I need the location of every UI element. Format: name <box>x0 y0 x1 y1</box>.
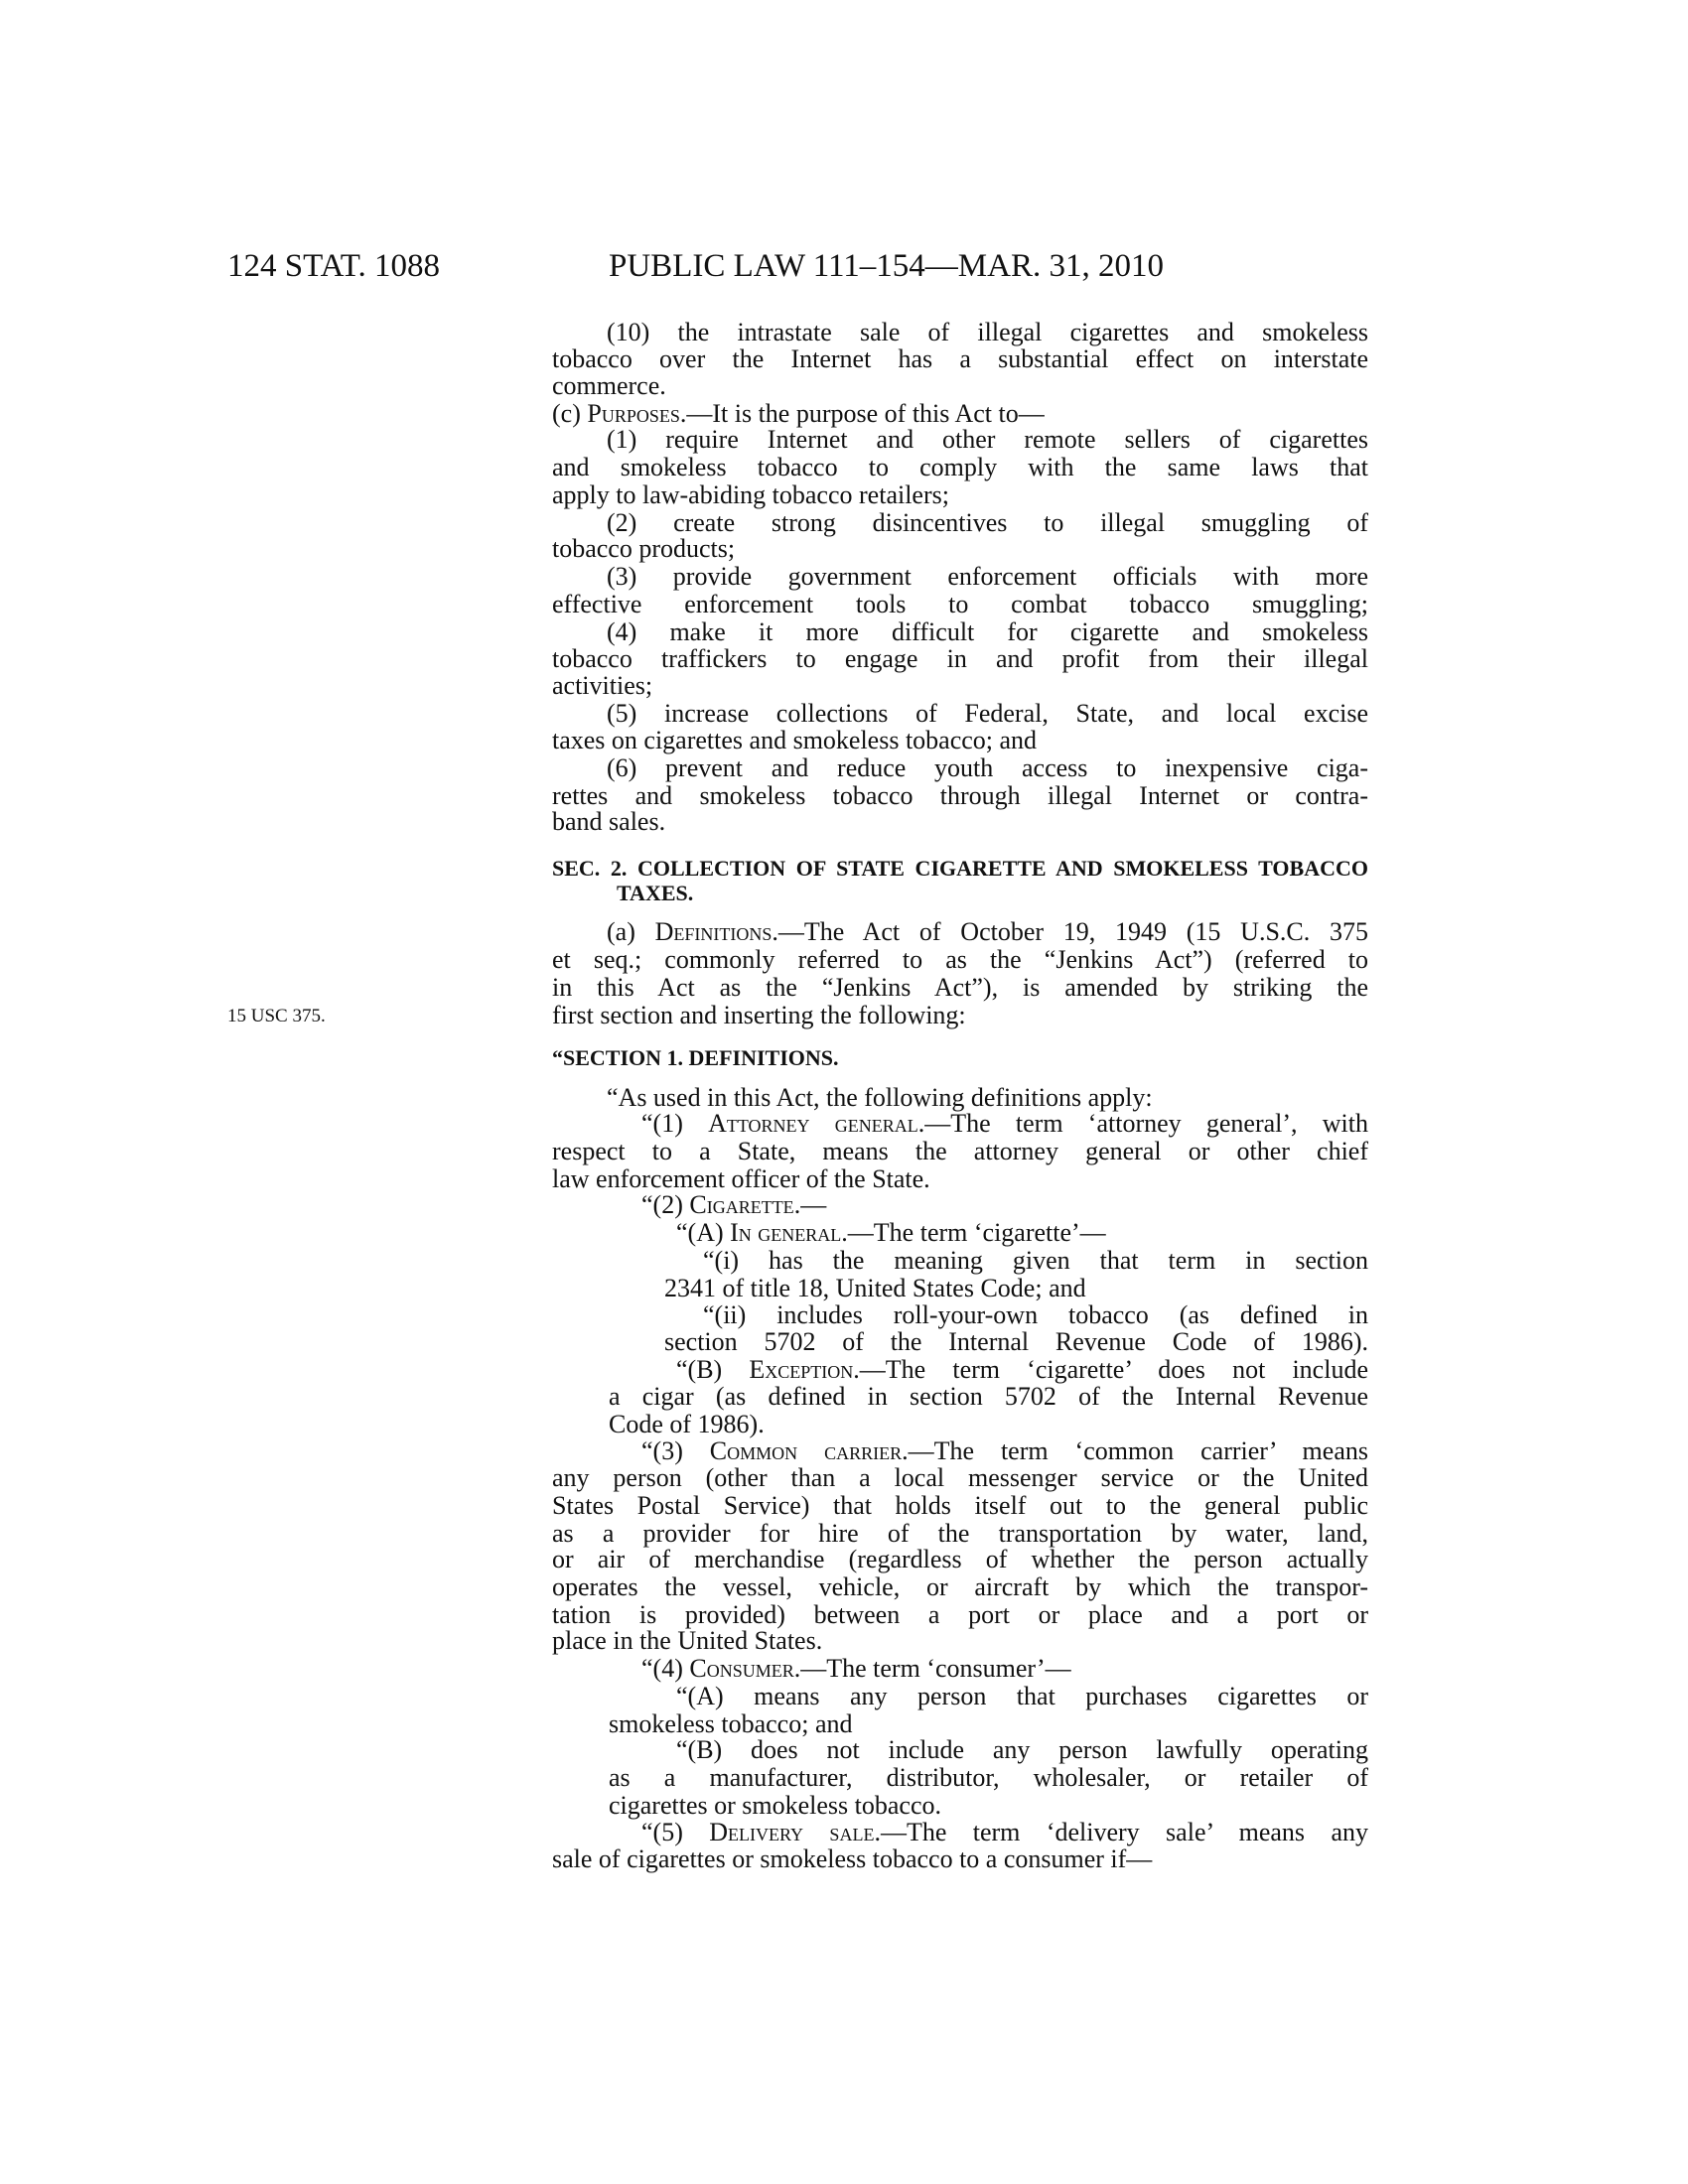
text-segment: (4) make it more difficult for cigarette and smokeless <box>607 617 1368 646</box>
text-segment: operates the vessel, vehicle, or aircraft by which the transpor- <box>552 1572 1368 1601</box>
text-line <box>609 1710 1368 1738</box>
text-segment: tobacco products; <box>552 534 736 563</box>
term-heading: Cigarette <box>689 1190 794 1219</box>
text-line <box>552 1627 1368 1655</box>
text-line <box>607 618 1368 646</box>
text-segment: tobacco over the Internet has a substantial effect on interstate <box>552 344 1368 373</box>
text-line <box>552 1573 1368 1601</box>
text-line <box>552 1165 1368 1193</box>
text-segment: “(i) has the meaning given that term in section <box>703 1246 1368 1275</box>
text-segment: and smokeless tobacco to comply with the same laws that <box>552 453 1368 481</box>
text-line <box>609 1792 1368 1820</box>
text-segment: place in the United States. <box>552 1626 823 1655</box>
text-segment: (3) provide government enforcement officials with more <box>607 562 1368 591</box>
text-line <box>607 754 1368 782</box>
text-segment: .— <box>793 1190 827 1219</box>
margin-note: 15 USC 375. <box>227 1006 326 1026</box>
text-line <box>607 700 1368 728</box>
text-segment: .—The term ‘cigarette’ does not include <box>853 1355 1368 1384</box>
text-line <box>552 481 1368 509</box>
text-line <box>552 1845 1368 1873</box>
text-segment: .—The term ‘delivery sale’ means any <box>874 1818 1368 1846</box>
text-line <box>552 782 1368 810</box>
text-segment: “(B) <box>676 1355 750 1384</box>
text-line <box>676 1356 1368 1384</box>
text-segment: .—The Act of October 19, 1949 (15 U.S.C. 375 <box>772 917 1368 946</box>
text-line <box>641 1819 1368 1846</box>
text-line <box>609 1383 1368 1411</box>
text-segment: “(5) <box>641 1818 710 1846</box>
text-segment: SEC. 2. COLLECTION OF STATE CIGARETTE AND SMOKELESS TOBACCO <box>552 856 1368 881</box>
text-line <box>552 645 1368 673</box>
text-segment: tobacco traffickers to engage in and profit from their illegal <box>552 644 1368 673</box>
text-segment: law enforcement officer of the State. <box>552 1164 930 1193</box>
text-line <box>552 727 1368 754</box>
text-line <box>641 1191 1368 1219</box>
text-segment: et seq.; commonly referred to as the “Jenkins Act”) (referred to <box>552 945 1368 974</box>
text-line <box>607 1084 1368 1112</box>
text-line <box>607 509 1368 537</box>
page-stat-citation: 124 STAT. 1088 <box>227 248 441 284</box>
text-segment: States Postal Service) that holds itself out to the general public <box>552 1491 1368 1520</box>
text-line <box>607 563 1368 591</box>
text-segment: apply to law-abiding tobacco retailers; <box>552 480 949 509</box>
text-line <box>552 1464 1368 1492</box>
text-line <box>552 535 1368 563</box>
text-segment: tation is provided) between a port or place and a port or <box>552 1600 1368 1629</box>
text-segment: (1) require Internet and other remote sellers of cigarettes <box>607 425 1368 454</box>
term-heading: Exception <box>749 1355 854 1384</box>
text-segment: or air of merchandise (regardless of whether the person actually <box>552 1545 1368 1573</box>
text-segment: Code of 1986). <box>609 1410 765 1438</box>
text-line <box>676 1683 1368 1710</box>
text-segment: respect to a State, means the attorney general or other chief <box>552 1137 1368 1165</box>
text-segment: “(1) <box>641 1109 709 1138</box>
text-line <box>552 400 1368 428</box>
text-line <box>552 1601 1368 1629</box>
text-line <box>552 1492 1368 1520</box>
text-segment: “SECTION 1. DEFINITIONS. <box>552 1045 839 1070</box>
term-heading: Common carrier <box>709 1436 903 1465</box>
text-segment: section 5702 of the Internal Revenue Code of 1986). <box>664 1327 1368 1356</box>
text-segment: as a manufacturer, distributor, wholesaler, or retailer of <box>609 1763 1368 1792</box>
text-segment: cigarettes or smokeless tobacco. <box>609 1791 941 1820</box>
text-segment: “(A) <box>676 1218 731 1247</box>
text-segment: smokeless tobacco; and <box>609 1709 853 1738</box>
text-line <box>609 1764 1368 1792</box>
text-segment: .—The term ‘common carrier’ means <box>902 1436 1368 1465</box>
text-segment: “As used in this Act, the following definitions apply: <box>607 1083 1153 1112</box>
text-segment: sale of cigarettes or smokeless tobacco to a consumer if— <box>552 1844 1153 1873</box>
text-segment: “(2) <box>641 1190 690 1219</box>
text-segment: effective enforcement tools to combat tobacco smuggling; <box>552 590 1368 618</box>
text-segment: activities; <box>552 671 653 700</box>
text-segment: .—The term ‘consumer’— <box>793 1654 1071 1683</box>
text-line <box>552 1520 1368 1548</box>
text-segment: commerce. <box>552 371 666 400</box>
text-segment: band sales. <box>552 807 666 836</box>
text-segment: (a) <box>607 917 655 946</box>
term-heading: Consumer <box>689 1654 794 1683</box>
text-segment: “(B) does not include any person lawfully operating <box>676 1735 1368 1764</box>
text-line <box>607 426 1368 454</box>
text-segment: (6) prevent and reduce youth access to inexpensive ciga- <box>607 753 1368 782</box>
text-segment: .—The term ‘attorney general’, with <box>917 1109 1368 1138</box>
text-line <box>552 591 1368 618</box>
text-segment: taxes on cigarettes and smokeless tobacco; and <box>552 726 1038 754</box>
text-line <box>552 1546 1368 1573</box>
section-heading-line <box>617 880 1368 907</box>
text-segment: “(A) means any person that purchases cigarettes or <box>676 1682 1368 1710</box>
text-segment: (2) create strong disincentives to illegal smuggling of <box>607 508 1368 537</box>
text-segment: .—The term ‘cigarette’— <box>841 1218 1106 1247</box>
text-line <box>552 1002 1368 1029</box>
text-line <box>641 1437 1368 1465</box>
text-line <box>552 974 1368 1002</box>
section-heading-line <box>552 855 1368 883</box>
term-heading: Purposes <box>587 399 680 428</box>
text-line <box>552 372 1368 400</box>
text-line <box>703 1247 1368 1275</box>
text-line <box>552 454 1368 481</box>
text-line <box>607 319 1368 346</box>
text-segment: “(3) <box>641 1436 710 1465</box>
text-line <box>641 1110 1368 1138</box>
text-line <box>676 1736 1368 1764</box>
text-segment: in this Act as the “Jenkins Act”), is amended by striking the <box>552 973 1368 1002</box>
text-segment: (c) <box>552 399 588 428</box>
text-line <box>552 345 1368 373</box>
text-line <box>607 918 1368 946</box>
text-segment: any person (other than a local messenger service or the United <box>552 1463 1368 1492</box>
text-segment: as a provider for hire of the transportation by water, land, <box>552 1519 1368 1548</box>
term-heading: In general <box>730 1218 842 1247</box>
text-segment: (5) increase collections of Federal, State, and local excise <box>607 699 1368 728</box>
text-segment: “(ii) includes roll-your-own tobacco (as defined in <box>703 1300 1368 1329</box>
section-heading-line <box>552 1044 1368 1072</box>
text-segment: rettes and smokeless tobacco through illegal Internet or contra- <box>552 781 1368 810</box>
text-segment: “(4) <box>641 1654 690 1683</box>
running-header-title: PUBLIC LAW 111–154—MAR. 31, 2010 <box>609 248 1164 284</box>
text-line <box>641 1655 1368 1683</box>
text-segment: first section and inserting the following: <box>552 1001 966 1029</box>
text-segment: .—It is the purpose of this Act to— <box>679 399 1045 428</box>
text-segment: 2341 of title 18, United States Code; and <box>664 1274 1086 1302</box>
text-line <box>552 672 1368 700</box>
text-line <box>664 1328 1368 1356</box>
term-heading: Attorney general <box>708 1109 918 1138</box>
text-line <box>664 1275 1368 1302</box>
text-segment: TAXES. <box>617 881 694 905</box>
text-line <box>552 946 1368 974</box>
text-line <box>703 1301 1368 1329</box>
text-line <box>609 1411 1368 1438</box>
text-segment: a cigar (as defined in section 5702 of the Internal Revenue <box>609 1382 1368 1411</box>
term-heading: Definitions <box>654 917 773 946</box>
term-heading: Delivery sale <box>709 1818 875 1846</box>
text-segment: (10) the intrastate sale of illegal cigarettes and smokeless <box>607 318 1368 346</box>
text-line <box>552 1138 1368 1165</box>
text-line <box>552 808 1368 836</box>
text-line <box>676 1219 1368 1247</box>
